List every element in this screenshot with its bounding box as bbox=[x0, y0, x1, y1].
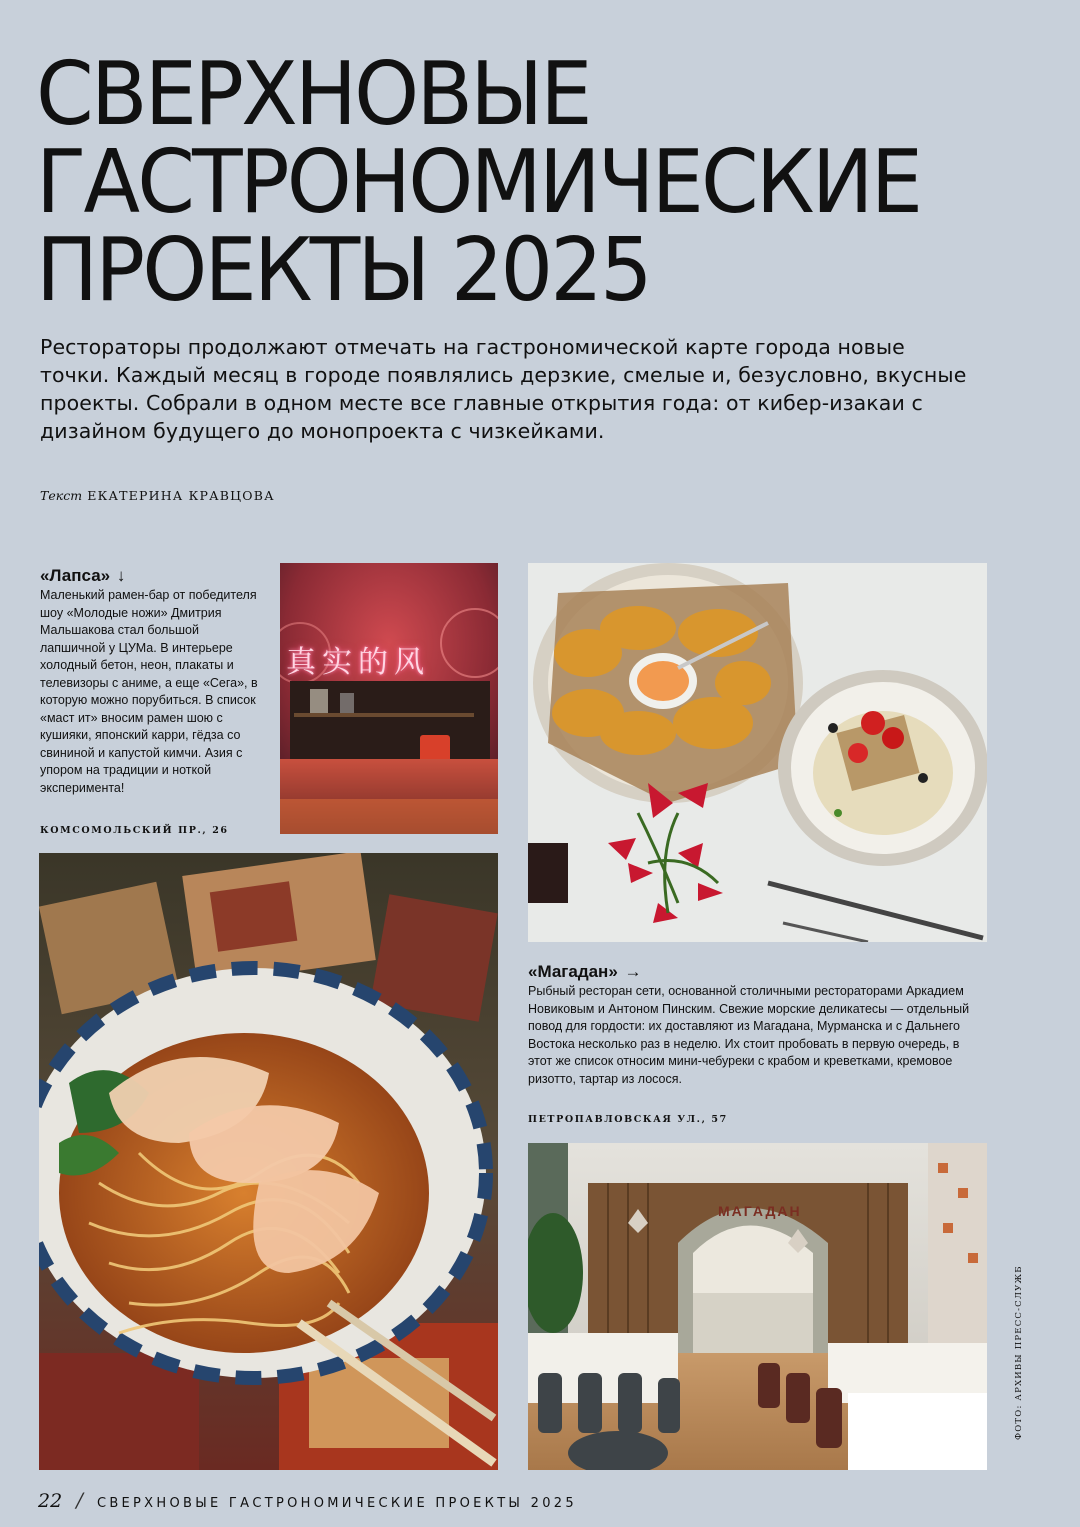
lapsa-title-text: «Лапса» bbox=[40, 566, 111, 585]
arrow-down-icon: ↓ bbox=[116, 566, 126, 585]
page-footer bbox=[38, 1488, 577, 1512]
title-line-1: СВЕРХНОВЫЕ bbox=[36, 43, 590, 145]
title-line-2: ГАСТРОНОМИЧЕСКИЕ bbox=[36, 131, 921, 233]
magadan-title bbox=[528, 962, 642, 982]
magadan-sign: МАГАДАН bbox=[718, 1203, 802, 1219]
magadan-description: Рыбный ресторан сети, основанной столичными рестораторами Аркадием Новиковым и Антоном Пинским. Свежие морские деликатесы — отдельный повод для гордости: их доставляют из Магадана, Мурманска и с Дальнего Востока несколько раз в неделю. Их стоит пробовать в первую очередь, в этот же список относим мини-чебуреки с крабом и креветками, кремовое ризотто, тартар из лосося. bbox=[528, 984, 970, 1086]
lapsa-address: КОМСОМОЛЬСКИЙ ПР., 26 bbox=[40, 825, 229, 836]
title-line-3: ПРОЕКТЫ 2025 bbox=[36, 219, 650, 321]
section-title: СВЕРХНОВЫЕ ГАСТРОНОМИЧЕСКИЕ ПРОЕКТЫ 2025 bbox=[96, 1496, 577, 1511]
magadan-interior-photo bbox=[528, 1143, 987, 1470]
lede-paragraph: Рестораторы продолжают отмечать на гастрономической карте города новые точки. Каждый месяц в городе появлялись дерзкие, смелые и, безусловно, вкусные проекты. Собрали в одном месте все главные открытия года: от кибер-изакаи с дизайном будущего до монопроекта с чизкейками. bbox=[40, 335, 967, 443]
ramen-bowl-photo bbox=[39, 853, 498, 1470]
byline-label: Текст bbox=[40, 488, 83, 503]
page-title bbox=[36, 43, 996, 321]
lapsa-interior-photo bbox=[280, 563, 498, 834]
footer-separator: / bbox=[76, 1488, 83, 1512]
magadan-food-photo bbox=[528, 563, 987, 942]
magadan-address: ПЕТРОПАВЛОВСКАЯ УЛ., 57 bbox=[528, 1114, 728, 1125]
byline bbox=[40, 488, 275, 503]
lapsa-title bbox=[40, 566, 125, 586]
magadan-title-text: «Магадан» bbox=[528, 962, 618, 981]
photo-credit: ФОТО: АРХИВЫ ПРЕСС-СЛУЖБ bbox=[1014, 1265, 1024, 1440]
lapsa-description: Маленький рамен-бар от победителя шоу «Молодые ножи» Дмитрия Мальшакова стал большой лапшичной у ЦУМа. В интерьере холодный бетон, неон, плакаты и телевизоры с аниме, а еще «Сега», в которую можно порубиться. В список «маст ит» вносим рамен шою с кушияки, японский карри, гёдза со свининой и капустой кимчи. Азия с упором на традиции и ноткой эксперимента! bbox=[40, 588, 258, 795]
page-number: 22 bbox=[38, 1490, 63, 1512]
neon-sign: 真实的风 bbox=[286, 645, 430, 680]
arrow-right-icon: → bbox=[624, 962, 642, 981]
byline-author: ЕКАТЕРИНА КРАВЦОВА bbox=[87, 488, 275, 503]
